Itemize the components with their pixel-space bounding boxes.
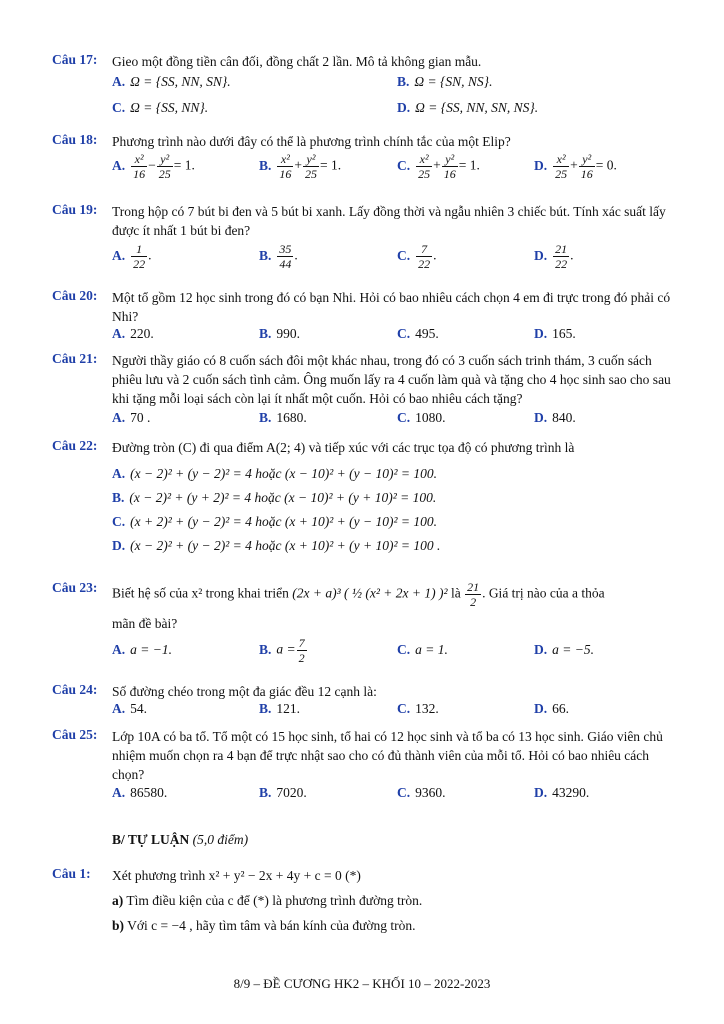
option-d: D. 840. — [534, 410, 576, 425]
option-b: B. 121. — [259, 701, 301, 716]
question-text: Đường tròn (C) đi qua điểm A(2; 4) và tiếp xúc với các trục tọa độ có phương trình là — [112, 440, 575, 455]
question-label: Câu 24: — [52, 682, 98, 697]
option-b: B. 7020. — [259, 785, 307, 800]
question-label: Câu 21: — [52, 351, 98, 366]
option-d: D. (x − 2)² + (y − 2)² = 4 hoặc (x + 10)² + (y + 10)² = 100 . — [112, 538, 441, 553]
option-c: C. Ω = {SS, NN}. — [112, 100, 209, 115]
option-a: A. 220. — [112, 326, 154, 341]
essay-part-b: b) Với c = −4 , hãy tìm tâm và bán kính của đường tròn. — [112, 918, 416, 933]
question-label: Câu 22: — [52, 438, 98, 453]
option-d: D. 43290. — [534, 785, 590, 800]
question-label: Câu 25: — [52, 727, 98, 742]
option-a: A. 70 . — [112, 410, 151, 425]
option-d: D. 66. — [534, 701, 569, 716]
question-text: Số đường chéo trong một đa giác đều 12 cạnh là: — [112, 684, 377, 699]
option-d: D. 165. — [534, 326, 576, 341]
option-d: D. Ω = {SS, NN, SN, NS}. — [397, 100, 539, 115]
question-text: Xét phương trình x² + y² − 2x + 4y + c = 0 (*) — [112, 868, 361, 883]
option-c: C. 9360. — [397, 785, 446, 800]
option-b: B. 990. — [259, 326, 301, 341]
option-a: A. 54. — [112, 701, 147, 716]
option-a: A. a = −1. — [112, 642, 172, 657]
option-c: C. $\frac{\text{x²}}{25}$ + $\frac{\text{y²}}{16}$ = 1. — [397, 152, 480, 181]
question-label: Câu 20: — [52, 288, 98, 303]
essay-part-a: a) Tìm điều kiện của c để (*) là phương trình đường tròn. — [112, 893, 423, 908]
question-text: Lớp 10A có ba tổ. Tổ một có 15 học sinh, tổ hai có 12 học sinh và tổ ba có 13 học sinh. Giáo viên chủ nhiệm muốn chọn ra 4 bạn để trực nhật sao cho có đủ thành viên của mỗi tổ. Hỏi có bao nhiêu cách chọn? — [112, 729, 663, 782]
option-c: C. 132. — [397, 701, 439, 716]
question-text: Người thầy giáo có 8 cuốn sách đôi một khác nhau, trong đó có 3 cuốn sách trinh thám, 3 cuốn sách phiêu lưu và 2 cuốn sách tình cảm. Ông muốn lấy ra 4 cuốn làm quà và tặng cho 4 học sinh sao cho sau khi tặng mỗi loại sách còn lại ít nhất một cuốn. Hỏi có bao nhiêu cách tặng? — [112, 353, 671, 406]
page-footer: 8/9 – ĐỀ CƯƠNG HK2 – KHỐI 10 – 2022-2023 — [233, 976, 491, 991]
expansion-expression: (2x + a)³ ( ½ (x² + 2x + 1) )² — [292, 585, 448, 601]
question-text: Trong hộp có 7 bút bi đen và 5 bút bi xanh. Lấy đồng thời và ngẫu nhiên 3 chiếc bút. Tính xác suất lấy được ít nhất 1 bút bi đen? — [112, 204, 666, 238]
question-text-line2: mãn đề bài? — [112, 616, 178, 631]
option-d: D. $\frac{\text{x²}}{25}$ + $\frac{\text{y²}}{16}$ = 0. — [534, 152, 617, 181]
option-b: B. $\frac{35}{44}$ . — [259, 242, 298, 271]
question-label: Câu 17: — [52, 52, 98, 67]
option-d: D. $\frac{21}{22}$ . — [534, 242, 574, 271]
question-label: Câu 1: — [52, 866, 91, 881]
question-text: Một tổ gồm 12 học sinh trong đó có bạn Nhi. Hỏi có bao nhiêu cách chọn 4 em đi trực trong đó phải có Nhi? — [112, 290, 671, 324]
option-c: C. (x + 2)² + (y − 2)² = 4 hoặc (x + 10)² + (y − 10)² = 100. — [112, 514, 437, 529]
option-b: B. a = $\frac{7}{2}$ — [259, 636, 305, 665]
option-a: A. (x − 2)² + (y − 2)² = 4 hoặc (x − 10)² + (y − 10)² = 100. — [112, 466, 437, 481]
option-a: A. $\frac{\text{x²}}{16}$ − $\frac{\text{y²}}{25}$ = 1. — [112, 152, 195, 181]
option-b: B. $\frac{\text{x²}}{16}$ + $\frac{\text{y²}}{25}$ = 1. — [259, 152, 342, 181]
option-c: C. 1080. — [397, 410, 446, 425]
option-b: B. 1680. — [259, 410, 307, 425]
section-b-score: (5,0 điểm) — [192, 832, 249, 847]
question-text: Gieo một đồng tiền cân đối, đồng chất 2 lần. Mô tả không gian mẫu. — [112, 54, 482, 69]
question-label: Câu 23: — [52, 580, 98, 595]
option-c: C. 495. — [397, 326, 439, 341]
option-c: C. a = 1. — [397, 642, 448, 657]
question-text: Biết hệ số của x² trong khai triển (2x + a)³ ( ½ (x² + 2x + 1) )² là $\frac{21}{2}$ . Giá trị nào của a thỏa — [112, 580, 605, 609]
option-c: C. $\frac{7}{22}$ . — [397, 242, 437, 271]
option-a: A. 86580. — [112, 785, 168, 800]
option-b: B. (x − 2)² + (y + 2)² = 4 hoặc (x − 10)² + (y + 10)² = 100. — [112, 490, 437, 505]
section-b-title: B/ TỰ LUẬN (5,0 điểm) — [112, 832, 249, 847]
question-label: Câu 18: — [52, 132, 98, 147]
option-d: D. a = −5. — [534, 642, 594, 657]
question-text: Phương trình nào dưới đây có thể là phương trình chính tắc của một Elip? — [112, 134, 511, 149]
option-b: B. Ω = {SN, NS}. — [397, 74, 493, 89]
option-a: A. $\frac{1}{22}$ . — [112, 242, 152, 271]
question-label: Câu 19: — [52, 202, 98, 217]
option-a: A. Ω = {SS, NN, SN}. — [112, 74, 231, 89]
